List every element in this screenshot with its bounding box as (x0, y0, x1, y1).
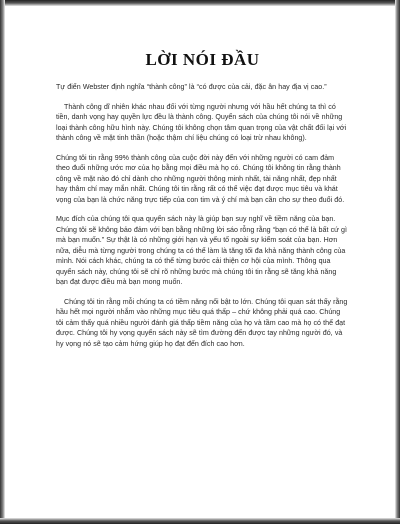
paragraph-purpose: Mục đích của chúng tôi qua quyển sách này là giúp bạn suy nghĩ về tiềm năng của bạn. Chúng tôi sẽ không bảo đảm với bạn bằng những lời sáo rỗng rằng “bạn có thể là bất cứ gì mà bạn muốn.” Sự thật là có những giới hạn và yếu tố ngoài sự kiểm soát của bạn. Hơn nữa, diễu mà từng người trong chúng ta có thể làm là tăng tối đa khả năng thành công của mình. Nói cách khác, chúng ta có thể từng bước cải thiện cơ hội của mình. Thông qua quyển sách này, chúng tôi sẽ chỉ rõ những bước mà chúng tôi tin rằng sẽ tăng khả năng bạn đạt được điều mà bạn mong muốn. (56, 215, 347, 286)
paragraph-success: Thành công dĩ nhiên khác nhau đối với từng người nhưng với hầu hết chúng ta thì có tiền, danh vọng hay quyền lực đều là thành công. Quyển sách của chúng tôi nói về những loại thành công hữu hình này. Chúng tôi không chọn tâm quan trọng của vật chất đối lại với thành công về mặt tinh thần (hoặc thậm chí liệu chúng có loại trừ nhau không). (56, 102, 347, 142)
paragraph-belief: Chúng tôi tin rằng 99% thành công của cuộc đời này đến với những người có cam đảm theo đuổi những ước mơ của họ bằng mọi điều mà họ có. Chúng tôi không tin rằng thành công về mặt nào đó chỉ dành cho những người thông minh nhất, tài năng nhất, đẹp nhất hay thâm chí may mắn nhất. Chúng tôi tin rằng rất có thể việc đạt được mục tiêu và khát vọng của bạn là chức năng trực tiếp của con tim và ý chí mà bạn cần cho sự theo đuổi đó. (56, 153, 345, 204)
paragraph-potential: Chúng tôi tin rằng mỗi chúng ta có tiềm năng nổi bật to lớn. Chúng tôi quan sát thấy rằng hầu hết mọi người nhắm vào những mục tiêu quá thấp – chứ không phải quá cao. Chúng tôi cảm thấy quá nhiều người đánh giá thấp tiềm năng của họ và tầm cao mà họ có thể đạt được. Chúng tôi hy vọng quyển sách này sẽ tìm đường đến được tay những người đó, và hy vọng nó sẽ tạo cảm hứng giúp họ đạt đến đích cao hơn. (56, 297, 348, 348)
page-title: LỜI NÓI ĐẦU (145, 50, 260, 69)
paragraph-definition: Tự điển Webster định nghĩa “thành công” là “có được của cải, đặc ân hay địa vị cao.” (56, 83, 327, 91)
page-right-edge (395, 0, 400, 524)
page-left-edge (0, 0, 5, 524)
page-bottom-edge (0, 518, 400, 524)
page-content (56, 50, 349, 358)
page-top-edge (0, 0, 400, 6)
